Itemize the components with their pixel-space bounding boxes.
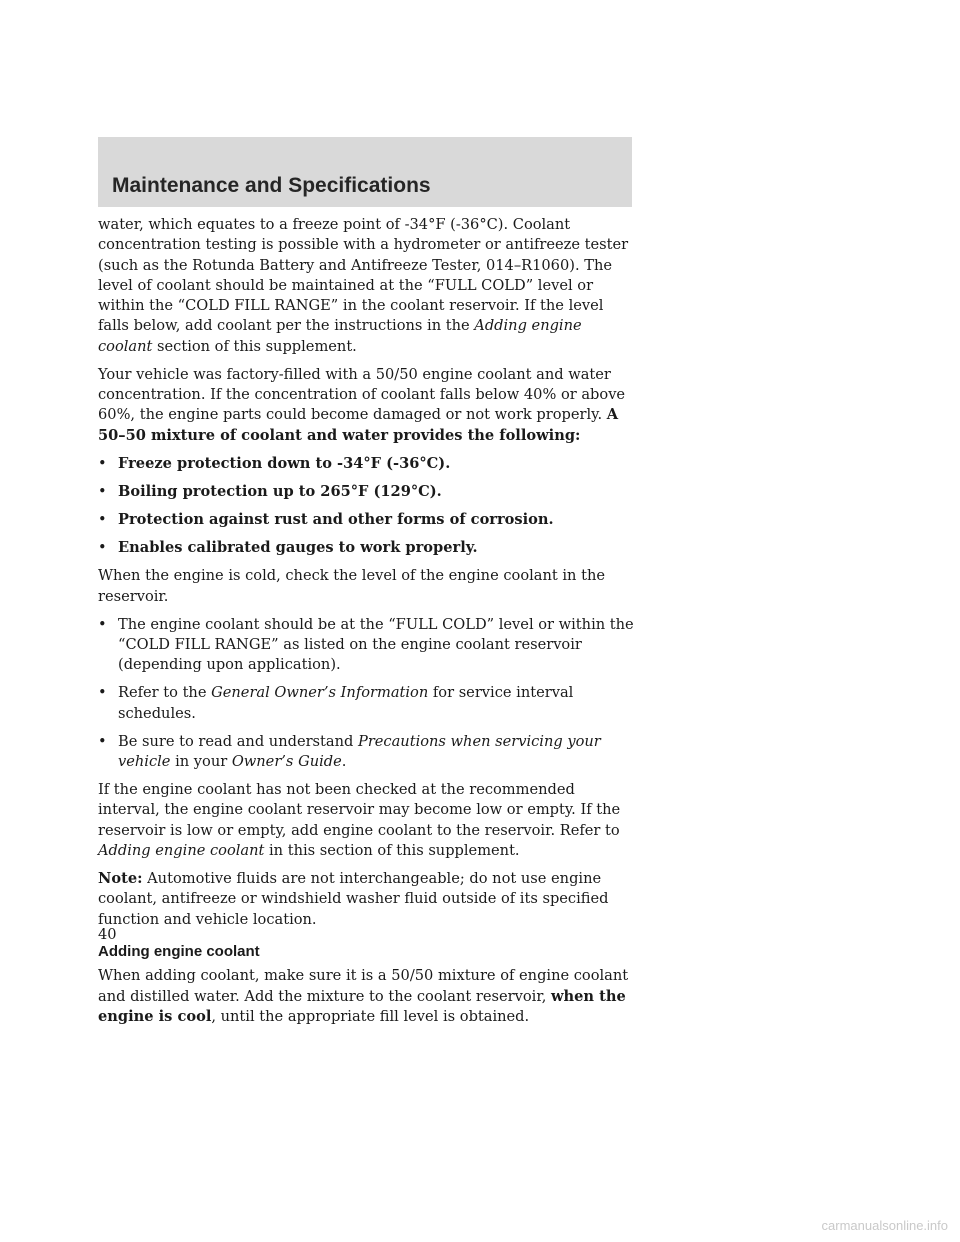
bold-lead-in: A 50–50 mixture of coolant and water provides the following:: [98, 406, 619, 444]
note-paragraph: Note: Automotive fluids are not interchangeable; do not use engine coolant, antifreeze or windshield washer fluid outside of its specified function and vehicle location.: [98, 870, 609, 928]
bullet-icon: •: [98, 454, 107, 472]
list-item: • Protection against rust and other forms of corrosion.: [98, 510, 638, 530]
list-item: • Refer to the General Owner’s Information for service interval schedules.: [98, 684, 574, 722]
paragraph-coolant-concentration: water, which equates to a freeze point of -34°F (-36°C). Coolant concentration testing is possible with a hydrometer or antifreeze tester (such as the Rotunda Battery and Antifreeze Tester, 014–R1060). The level of coolant should be maintained at the “FULL COLD” level or within the “COLD FILL RANGE” in the coolant reservoir. If the level falls below, add coolant per the instructions in the Adding engine coolant section of this supplement.: [98, 216, 629, 355]
section-header-band: [98, 137, 632, 207]
cross-reference: Adding engine coolant: [98, 841, 265, 859]
note-label: Note:: [98, 870, 143, 888]
bullet-icon: •: [98, 684, 107, 702]
subheading-adding-engine-coolant: Adding engine coolant: [98, 942, 260, 960]
paragraph-factory-fill: Your vehicle was factory-filled with a 50/50 engine coolant and water concentration. If the concentration of coolant falls below 40% or above 60%, the engine parts could become damaged or not work properly. A 50–50 mixture of coolant and water provides the following:: [98, 365, 626, 444]
page-number: 40: [98, 926, 117, 943]
bullet-icon: •: [98, 539, 107, 557]
list-item: • Be sure to read and understand Precautions when servicing your vehicle in your Owner’s Guide.: [98, 732, 601, 770]
paragraph-check-cold: When the engine is cold, check the level of the engine coolant in the reservoir.: [98, 567, 605, 605]
list-item: • Enables calibrated gauges to work properly.: [98, 538, 638, 558]
page-content: [98, 215, 638, 1035]
cross-reference: Owner’s Guide: [231, 753, 342, 770]
watermark: carmanualsonline.info: [821, 1218, 948, 1233]
paragraph-low-reservoir: If the engine coolant has not been checked at the recommended interval, the engine coolant reservoir may become low or empty. If the reservoir is low or empty, add engine coolant to the reservoir. Refer to Adding engine coolant in this section of this supplement.: [98, 781, 621, 859]
bullet-icon: •: [98, 482, 107, 500]
section-title: Maintenance and Specifications: [112, 174, 431, 197]
cross-reference: General Owner’s Information: [211, 684, 429, 702]
bullet-icon: •: [98, 732, 107, 750]
cross-reference: Precautions when servicing your vehicle: [118, 732, 601, 770]
list-item: • Freeze protection down to -34°F (-36°C).: [98, 454, 638, 474]
list-item: • The engine coolant should be at the “FULL COLD” level or within the “COLD FILL RANGE” as listed on the engine coolant reservoir (depending upon application).: [98, 615, 634, 674]
paragraph-adding-coolant: When adding coolant, make sure it is a 50/50 mixture of engine coolant and distilled water. Add the mixture to the coolant reservoir, when the engine is cool, until the appropriate fill level is obtained.: [98, 967, 629, 1025]
list-item: • Boiling protection up to 265°F (129°C).: [98, 482, 638, 502]
bullet-icon: •: [98, 615, 107, 633]
cross-reference: Adding engine coolant: [98, 317, 582, 355]
bullet-icon: •: [98, 511, 107, 529]
